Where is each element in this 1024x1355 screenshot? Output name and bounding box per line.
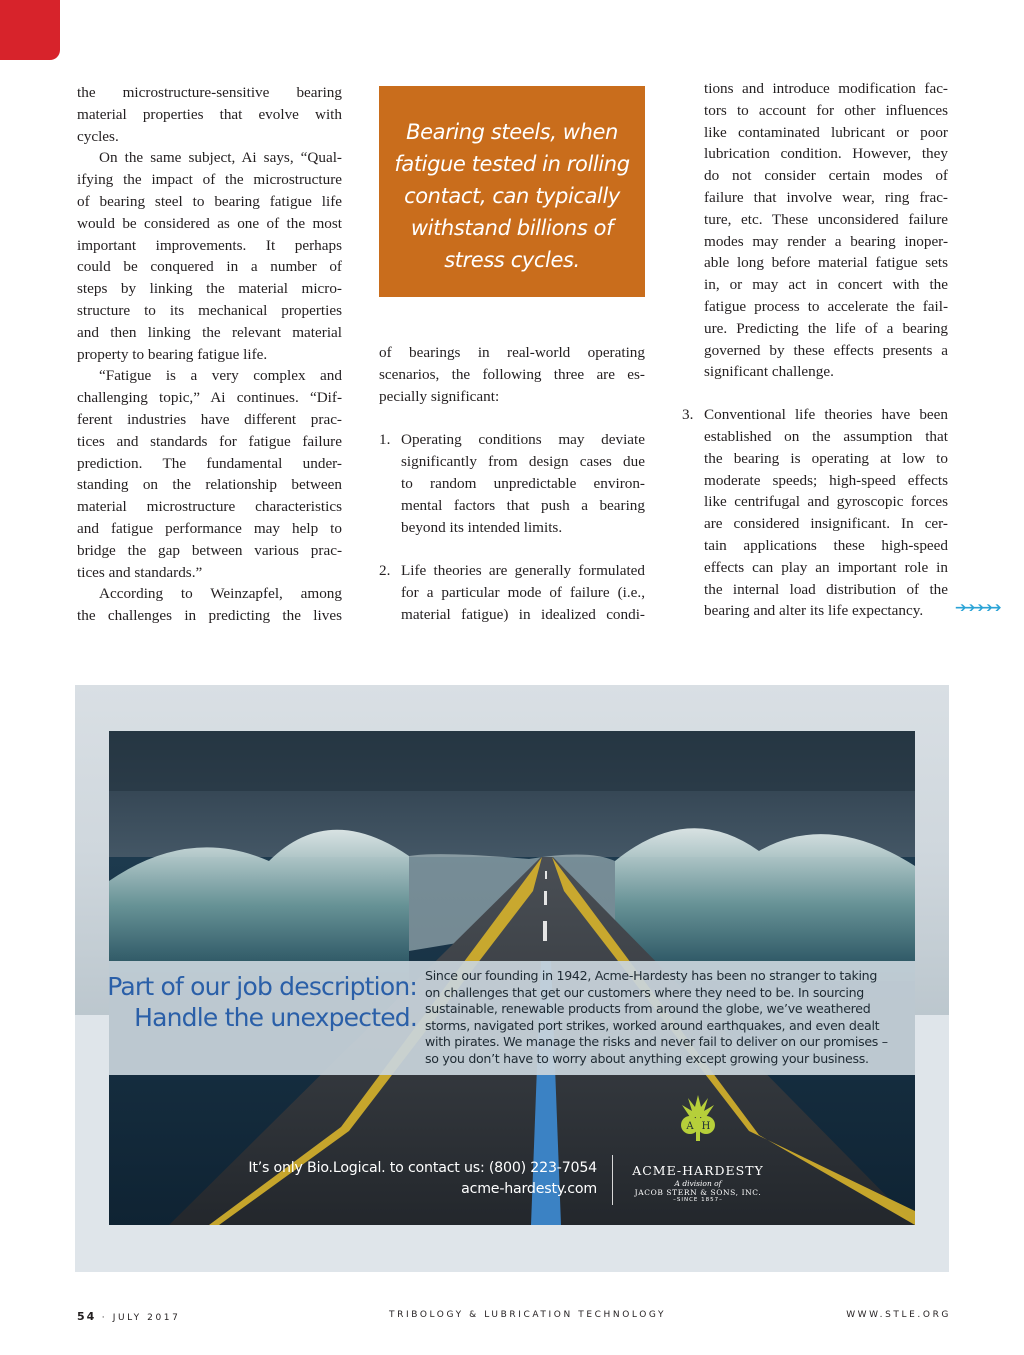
publication-title: TRIBOLOGY & LUBRICATION TECHNOLOGY [389, 1310, 667, 1320]
text-line: tices and standards.” [77, 563, 203, 581]
ad-divider [612, 1155, 613, 1205]
text-line: established on the assumption that [704, 427, 948, 445]
text-line: the bearing is operating at low to [704, 449, 948, 467]
ad-website-link[interactable]: acme-hardesty.com [461, 1181, 597, 1197]
text-line: like contaminated lubricant or poor [704, 123, 948, 141]
text-line: tions and introduce modification fac- [704, 80, 948, 97]
text-line: structure to its mechanical properties [77, 301, 342, 319]
paragraph [77, 583, 342, 627]
text-line: pecially significant: [379, 387, 500, 405]
text-line: beyond its intended limits. [401, 518, 563, 536]
logo-division: A division of [674, 1179, 722, 1188]
text-line: fatigue process to accelerate the fail- [704, 297, 948, 315]
ad-body-line: Since our founding in 1942, Acme-Hardesty has been no stranger to taking [425, 968, 878, 983]
text-line: standing on the relationship between [77, 476, 342, 494]
logo-parent: JACOB STERN & SONS, INC. [634, 1188, 762, 1197]
ad-body-text [425, 968, 925, 1068]
text-line: moderate speeds; high-speed effects [704, 471, 948, 489]
page-number: 54 [77, 1310, 97, 1323]
text-line: bearing and alter its life expectancy. [704, 602, 924, 620]
logo-monogram-h: H [701, 1121, 711, 1132]
continue-arrows-icon[interactable]: ➔➔➔➔➔ [955, 600, 999, 616]
pull-quote [379, 86, 645, 297]
text-line: effects can play an important role in [704, 558, 948, 576]
text-line: scenarios, the following three are es- [379, 365, 645, 383]
text-line: the microstructure-sensitive bearing [77, 84, 342, 101]
text-line: bridge the gap between various prac- [77, 541, 342, 559]
ad-contact-phone[interactable]: It’s only Bio.Logical. to contact us: (800) 223-7054 [248, 1160, 597, 1176]
ad-headline-line-2: Handle the unexpected. [134, 1003, 417, 1032]
text-line: cycles. [77, 127, 119, 145]
ad-body-line: on challenges that get our customers where they need to be. In sourcing [425, 984, 864, 1000]
text-line: the challenges in predicting the lives [77, 607, 342, 625]
ad-body-line: storms, navigated port strikes, worked around earthquakes, and even dealt [425, 1017, 880, 1033]
ad-headline [75, 971, 417, 1033]
text-line: material microstructure characteristics [77, 498, 342, 516]
article-column-3 [682, 78, 948, 622]
text-line: are considered insignificant. In cer- [704, 515, 948, 533]
text-line: Life theories are generally formulated [401, 562, 645, 580]
footer-page-info [77, 1310, 180, 1323]
paragraph [379, 342, 645, 407]
text-line: like centrifugal and gyroscopic forces [704, 493, 948, 511]
list-number: 2. [379, 562, 391, 580]
text-line: modes may render a bearing inoper- [704, 232, 948, 250]
text-line: and then linking the relevant material [77, 323, 342, 341]
text-line: governed by these effects presents a [704, 341, 948, 359]
logo-since: –SINCE 1857– [673, 1197, 723, 1203]
text-line: prediction. The fundamental under- [77, 454, 342, 472]
pull-quote-line: fatigue tested in rolling [394, 152, 630, 176]
advertisement[interactable] [75, 685, 949, 1272]
text-line: mental factors that push a bearing [401, 496, 645, 514]
list-item [379, 560, 645, 625]
text-line: and fatigue performance may help to [77, 519, 342, 537]
text-line: of bearing steel to bearing fatigue life [77, 192, 342, 210]
text-line: material fatigue) in idealized condi- [401, 605, 645, 623]
pineapple-logo-icon [678, 1093, 718, 1143]
footer-website-link[interactable]: WWW.STLE.ORG [846, 1310, 951, 1320]
ad-body-line: so you don’t have to worry about anything except growing your business. [425, 1050, 869, 1066]
corner-tab [0, 0, 60, 60]
footer-separator: · [101, 1313, 108, 1323]
text-line: On the same subject, Ai says, “Qual- [99, 149, 342, 167]
paragraph [77, 365, 342, 583]
ad-headline-line-1: Part of our job description: [107, 972, 417, 1001]
text-line: lubrication condition. However, they [704, 145, 948, 163]
text-line: significantly from design cases due [401, 453, 645, 471]
article-column-1 [77, 82, 342, 627]
text-line: significant challenge. [704, 363, 834, 381]
list-number: 1. [379, 431, 391, 449]
text-line: of bearings in real-world operating [379, 344, 645, 361]
text-line: to random unpredictable environ- [401, 474, 645, 492]
pull-quote-line: stress cycles. [444, 248, 580, 272]
ad-body-line: sustainable, renewable products from around the globe, we’ve weathered [425, 1001, 871, 1017]
issue-date: JULY 2017 [112, 1313, 181, 1323]
text-line: could be conquered in a number of [77, 258, 342, 276]
text-line: tices and standards for fatigue failure [77, 432, 342, 450]
text-line: ture, etc. These unconsidered failure [704, 210, 948, 228]
text-line: ferent industries have different prac- [77, 410, 342, 428]
text-line: ure. Predicting the life of a bearing [704, 319, 948, 337]
list-item [379, 429, 645, 538]
list-number: 3. [682, 406, 694, 424]
pull-quote-line: Bearing steels, when [406, 120, 618, 144]
text-line: failure that involve wear, ring frac- [704, 188, 948, 206]
text-line: Conventional life theories have been [704, 406, 948, 424]
logo-monogram-a: A [686, 1121, 694, 1132]
paragraph [682, 78, 948, 383]
text-line: ifying the impact of the microstructure [77, 171, 342, 189]
logo-name: ACME-HARDESTY [632, 1163, 764, 1178]
text-line: property to bearing fatigue life. [77, 345, 268, 363]
article-column-2 [379, 342, 645, 626]
paragraph [77, 147, 342, 365]
text-line: able long before material fatigue sets [704, 254, 948, 272]
text-line: “Fatigue is a very complex and [99, 367, 342, 385]
text-line: would be considered as one of the most [77, 214, 342, 232]
ad-contact [248, 1158, 597, 1200]
ad-body-line: with pirates. We manage the risks and never fail to deliver on our promises – [425, 1034, 888, 1050]
text-line: material properties that evolve with [77, 105, 342, 123]
text-line: for a particular mode of failure (i.e., [401, 584, 645, 602]
text-line: in, or may act in concert with the [704, 276, 948, 294]
acme-hardesty-logo[interactable] [623, 1093, 773, 1203]
text-line: challenging topic,” Ai continues. “Dif- [77, 389, 342, 407]
text-line: do not consider certain modes of [704, 167, 948, 185]
pull-quote-line: contact, can typically [404, 184, 620, 208]
text-line: steps by linking the material micro- [77, 280, 342, 298]
text-line: the internal load distribution of the [704, 580, 948, 598]
text-line: tain applications these high-speed [704, 536, 948, 554]
text-line: Operating conditions may deviate [401, 431, 645, 449]
text-line: tors to account for other influences [704, 101, 948, 119]
text-line: important improvements. It perhaps [77, 236, 342, 254]
paragraph [77, 82, 342, 147]
list-item [682, 404, 948, 622]
pull-quote-line: withstand billions of [410, 216, 614, 240]
text-line: According to Weinzapfel, among [99, 585, 342, 603]
